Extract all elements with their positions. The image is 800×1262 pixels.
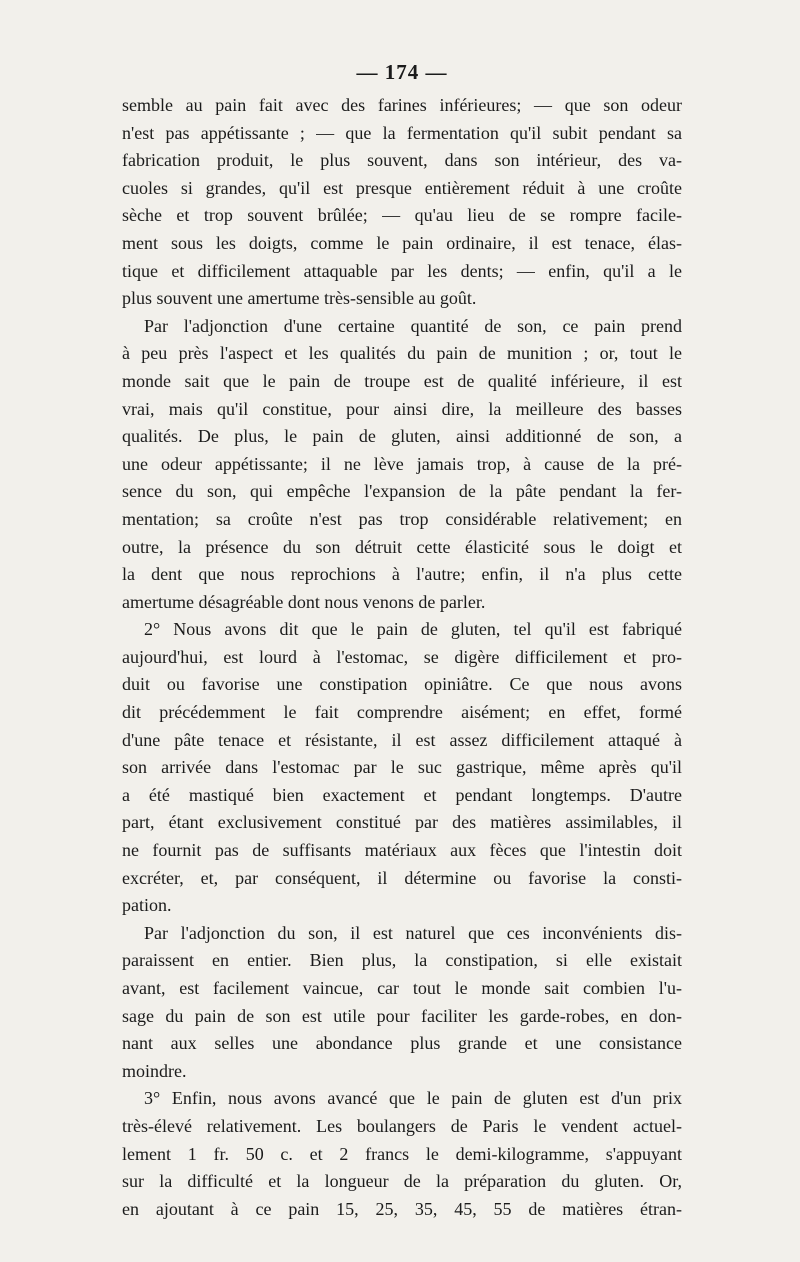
text-line: mentation; sa croûte n'est pas trop considérable relativement; en [122, 508, 682, 529]
text-line: son arrivée dans l'estomac par le suc gastrique, même après qu'il [122, 757, 682, 778]
text-line: qualités. De plus, le pain de gluten, ainsi additionné de son, a [122, 426, 682, 447]
paragraph [122, 92, 682, 313]
paragraph [122, 1085, 682, 1223]
text-line: très-élevé relativement. Les boulangers de Paris le vendent actuel- [122, 1115, 682, 1136]
text-line: la dent que nous reprochions à l'autre; enfin, il n'a plus cette [122, 564, 682, 585]
text-line: avant, est facilement vaincue, car tout le monde sait combien l'u- [122, 978, 682, 998]
text-line: vrai, mais qu'il constitue, pour ainsi dire, la meilleure des basses [122, 398, 682, 419]
paragraph [122, 920, 682, 1086]
text-line: ment sous les doigts, comme le pain ordinaire, il est tenace, élas- [122, 232, 682, 253]
text-line: duit ou favorise une constipation opiniâtre. Ce que nous avons [122, 674, 682, 695]
text-line: nant aux selles une abondance plus grande et une consistance [122, 1033, 682, 1054]
text-line: d'une pâte tenace et résistante, il est assez difficilement attaqué à [122, 729, 682, 750]
text-body [122, 92, 682, 1223]
text-line: ne fournit pas de suffisants matériaux aux fèces que l'intestin doit [122, 840, 682, 861]
text-line: sage du pain de son est utile pour faciliter les garde-robes, en don- [122, 1005, 682, 1026]
text-line: moindre. [122, 1060, 187, 1081]
paragraph [122, 313, 682, 617]
text-line: dit précédemment le fait comprendre aisément; en effet, formé [122, 702, 682, 723]
text-line: fabrication produit, le plus souvent, dans son intérieur, des va- [122, 150, 682, 171]
text-line: semble au pain fait avec des farines inférieures; — que son odeur [122, 95, 682, 115]
text-line: sèche et trop souvent brûlée; — qu'au lieu de se rompre facile- [122, 205, 682, 226]
text-line: pation. [122, 895, 172, 916]
text-line: une odeur appétissante; il ne lève jamais trop, à cause de la pré- [122, 453, 682, 474]
text-line: 2° Nous avons dit que le pain de gluten, tel qu'il est fabriqué [144, 619, 682, 640]
text-line: Par l'adjonction d'une certaine quantité de son, ce pain prend [144, 315, 682, 336]
text-line: plus souvent une amertume très-sensible au goût. [122, 288, 477, 309]
paragraph [122, 616, 682, 920]
text-line: sur la difficulté et la longueur de la préparation du gluten. Or, [122, 1171, 682, 1192]
text-line: sence du son, qui empêche l'expansion de la pâte pendant la fer- [122, 481, 682, 502]
text-line: cuoles si grandes, qu'il est presque entièrement réduit à une croûte [122, 177, 682, 198]
text-line: lement 1 fr. 50 c. et 2 francs le demi-kilogramme, s'appuyant [122, 1143, 682, 1164]
text-line: part, étant exclusivement constitué par des matières assimilables, il [122, 812, 682, 833]
text-line: amertume désagréable dont nous venons de parler. [122, 591, 486, 612]
text-line: Par l'adjonction du son, il est naturel que ces inconvénients dis- [144, 922, 682, 943]
page-number: — 174 — [356, 60, 448, 84]
text-line: a été mastiqué bien exactement et pendant longtemps. D'autre [122, 784, 682, 805]
text-line: outre, la présence du son détruit cette élasticité sous le doigt et [122, 536, 682, 557]
text-line: monde sait que le pain de troupe est de qualité inférieure, il est [122, 370, 682, 391]
text-line: aujourd'hui, est lourd à l'estomac, se digère difficilement et pro- [122, 646, 682, 667]
text-line: 3° Enfin, nous avons avancé que le pain de gluten est d'un prix [144, 1088, 682, 1109]
text-line: en ajoutant à ce pain 15, 25, 35, 45, 55 de matières étran- [122, 1198, 682, 1219]
text-line: à peu près l'aspect et les qualités du pain de munition ; or, tout le [122, 343, 682, 364]
text-line: n'est pas appétissante ; — que la fermentation qu'il subit pendant sa [122, 122, 682, 143]
text-line: paraissent en entier. Bien plus, la constipation, si elle existait [122, 950, 682, 971]
text-line: tique et difficilement attaquable par les dents; — enfin, qu'il a le [122, 260, 682, 281]
text-line: excréter, et, par conséquent, il détermine ou favorise la consti- [122, 867, 682, 888]
book-page [122, 58, 682, 1223]
